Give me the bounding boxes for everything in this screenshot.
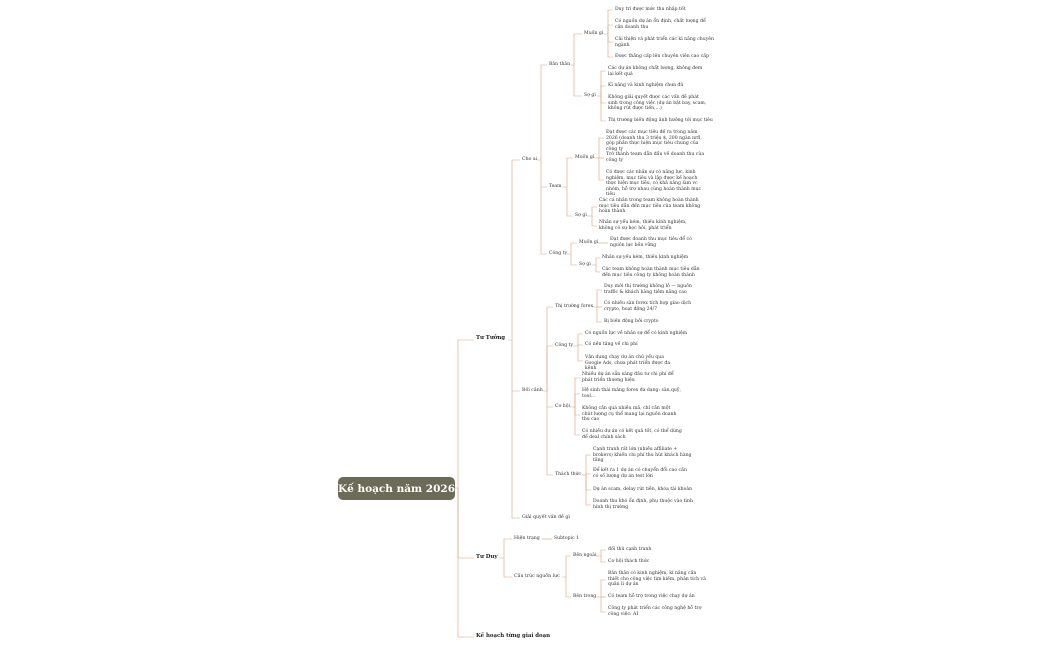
list-item[interactable]: Có nền tảng về chi phí xyxy=(585,342,638,347)
list-item[interactable]: Có được các nhân sự có năng lực, kinh nghiệm, mục tiêu và lập được kế hoạch thực hiện mục tiêu, có khả năng làm vc nhóm, hỗ trợ nhau cùng hoàn thành mục tiêu xyxy=(606,170,702,198)
list-item[interactable]: Các dự án không chất lượng, không đem lại kết quả xyxy=(608,66,703,77)
list-item[interactable]: Trở thành team dẫn đầu về doanh thu của công ty xyxy=(606,152,705,163)
list-item[interactable]: Không giải quyết được các vấn đề phát sinh trong công việc (dự án bật bay, scam, không rút được tiền,...) xyxy=(608,95,707,112)
link-tu-tuong xyxy=(455,340,474,488)
topic-ban-than-muon-gi[interactable]: Muốn gì xyxy=(584,31,604,36)
topic-ban-than[interactable]: Bản thân xyxy=(549,62,571,67)
list-item[interactable]: Bản thân có kinh nghiệm, kĩ năng cần thiết cho công việc tìm kiếm, phân tích và quản lí dự án xyxy=(608,571,706,588)
topic-ben-ngoai[interactable]: Bên ngoài xyxy=(573,553,597,558)
list-item[interactable]: Dự án scam, delay rút tiền, khóa tài khoản xyxy=(593,487,693,492)
topic-cong-ty-muon-gi[interactable]: Muốn gì xyxy=(579,240,599,245)
topic-team-so-gi[interactable]: Sợ gì xyxy=(575,213,587,218)
root-topic[interactable]: Kế hoạch năm 2026 xyxy=(338,477,455,500)
list-item[interactable]: Duy mới thị trường không lồ — nguồn traffic & khách hàng tiềm năng cao xyxy=(604,284,692,295)
list-item[interactable]: Các team không hoàn thành mục tiêu dẫn đến mục tiêu công ty không hoàn thành xyxy=(602,267,700,278)
list-item[interactable]: Đạt được các mục tiêu đề ra trong năm 2026 (doanh thu 3 triệu $, 200 ngàn nrfl, góp phần thực hiện mục tiêu chung của công ty xyxy=(606,130,702,152)
list-item[interactable]: Cải thiện và phát triển các kĩ năng chuyên ngành xyxy=(615,37,714,48)
topic-giai-quyet[interactable]: Giải quyết vấn đề gì xyxy=(522,515,570,520)
list-item[interactable]: Không cần quá nhiều mã, chỉ cần một chút lượng cụ thể mang lại nguồn doanh thu cao xyxy=(582,406,677,423)
list-item[interactable]: Được thăng cấp lên chuyên viên cao cấp xyxy=(615,54,710,59)
list-item[interactable]: Đạt được doanh thu mục tiêu để có nguồn lực bền vững xyxy=(610,237,692,248)
topic-cho-ai[interactable]: Cho ai xyxy=(522,157,538,162)
list-item[interactable]: Bị biến động bởi crypto xyxy=(604,319,659,324)
list-item[interactable]: Vận dụng chạy dự án chủ yếu qua Google Ads, chưa phát triển được đa kênh xyxy=(585,355,671,372)
topic-hien-trang[interactable]: Hiện trạng xyxy=(514,536,540,541)
topic-thach-thuc[interactable]: Thách thức xyxy=(555,472,582,477)
list-item[interactable]: Có team hỗ trợ trong việc chạy dự án xyxy=(608,594,695,599)
topic-team-muon-gi[interactable]: Muốn gì xyxy=(575,155,595,160)
topic-team[interactable]: Team xyxy=(549,184,562,189)
topic-ben-trong[interactable]: Bên trong xyxy=(573,594,597,599)
list-item[interactable]: Duy trì được mức thu nhập tốt xyxy=(615,7,686,12)
list-item[interactable]: Nhân sự yếu kém, thiếu kinh nghiệm xyxy=(602,255,689,260)
list-item[interactable]: Có nhiều dự án có kết quả tốt, có thể dùng để deal chính sách xyxy=(582,429,682,440)
topic-cong-ty-so-gi[interactable]: Sợ gì xyxy=(579,262,591,267)
list-item[interactable]: Cạnh tranh rất lớn (nhiều affiliate + brokers) khiến chi phí thu hút khách hàng tăng xyxy=(593,447,692,464)
list-item[interactable]: Có nguồn lực về nhân sự để có kinh nghiệm xyxy=(585,331,688,336)
topic-cau-truc-nguon-luc[interactable]: Cấu trúc nguồn lực xyxy=(514,574,560,579)
list-item[interactable]: Nhân sự yếu kém, thiếu kinh nghiệm, không có sự học hỏi, phát triển xyxy=(599,220,687,231)
topic-subtopic[interactable]: Subtopic 1 xyxy=(554,536,580,541)
list-item[interactable]: Cơ hội thách thức xyxy=(608,559,650,564)
topic-ban-than-so-gi[interactable]: Sợ gì xyxy=(584,93,596,98)
list-item[interactable]: Có nguồn dự án ổn định, chất lượng để cân doanh thu xyxy=(615,19,706,30)
list-item[interactable]: đối thủ cạnh tranh xyxy=(608,547,652,552)
list-item[interactable]: Hệ sinh thái mảng forex đa dạng: sàn,quỹ, tool... xyxy=(582,388,681,399)
topic-co-hoi[interactable]: Cơ hội xyxy=(555,404,570,409)
topic-cong-ty-boi-canh[interactable]: Công ty xyxy=(555,343,574,348)
list-item[interactable]: Các cá nhân trong team không hoàn thành mục tiêu dẫn đến mục tiêu của team không hoàn thành xyxy=(599,198,701,215)
list-item[interactable]: Thị trường biến động ảnh hưởng tới mục tiêu xyxy=(608,118,713,123)
list-item[interactable]: Nhiều dự án sẵn sàng đầu tư chi phí để phát triển thương hiệu xyxy=(582,372,674,383)
list-item[interactable]: Công ty phát triển các công nghệ hỗ trợ công việc: AI xyxy=(608,606,702,617)
branch-ke-hoach[interactable]: Kế hoạch từng giai đoạn xyxy=(476,633,551,639)
topic-cong-ty[interactable]: Công ty xyxy=(549,251,568,256)
branch-tu-tuong[interactable]: Tư Tưởng xyxy=(476,335,506,341)
list-item[interactable]: Để kết ra 1 dự án có chuyển đổi cao cần có số lượng dự án test lớn xyxy=(593,468,687,479)
topic-boi-canh[interactable]: Bối cảnh xyxy=(522,388,543,393)
list-item[interactable]: Có nhiều sàn forex tích hợp giao dịch crypto, hoạt động 24/7 xyxy=(604,301,692,312)
topic-thi-truong[interactable]: Thị trường forex xyxy=(555,304,594,309)
branch-tu-duy[interactable]: Tư Duy xyxy=(476,554,498,560)
list-item[interactable]: Doanh thu khó ổn định, phụ thuộc vào tình hình thị trường xyxy=(593,499,693,510)
list-item[interactable]: Kĩ năng và kinh nghiệm chưa đủ xyxy=(608,83,684,88)
